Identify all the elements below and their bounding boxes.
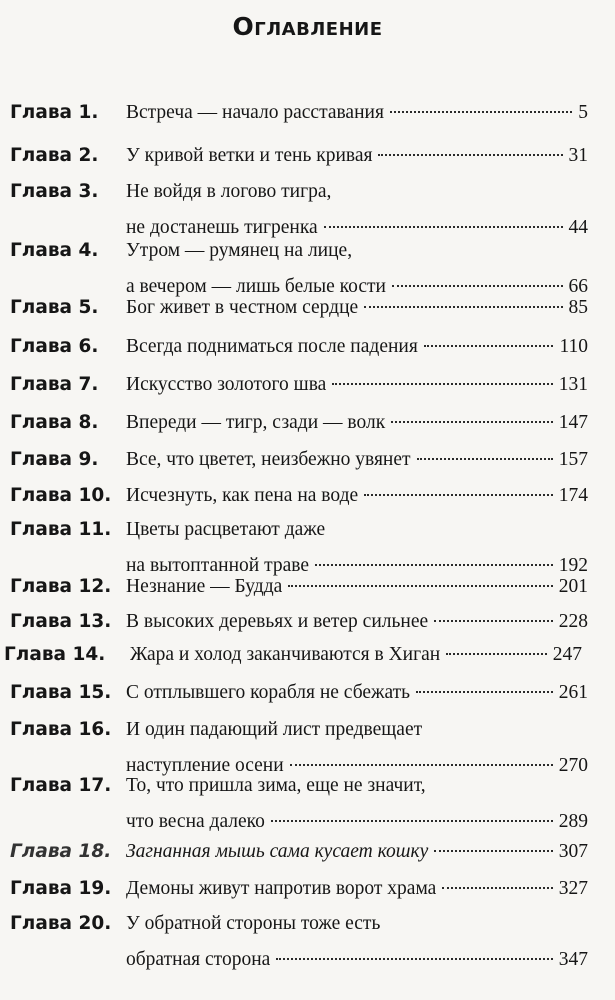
- page-number: 66: [568, 276, 588, 297]
- chapter-title-line: Не войдя в логово тигра,: [126, 181, 332, 202]
- dot-leader: [434, 616, 553, 622]
- chapter-title: [126, 834, 588, 870]
- chapter-number: Глава 9.: [10, 449, 99, 470]
- chapter-number: Глава 3.: [10, 181, 99, 202]
- chapter-title-line: Цветы расцветают даже: [126, 519, 326, 540]
- chapter-title-line: У обратной стороны тоже есть: [126, 913, 381, 934]
- toc-entry[interactable]: [10, 604, 588, 640]
- chapter-number: Глава 10.: [10, 485, 112, 506]
- dot-leader: [434, 846, 553, 852]
- chapter-number: Глава 11.: [10, 519, 112, 540]
- page-number: 289: [558, 811, 588, 832]
- toc-entry[interactable]: [10, 675, 588, 711]
- chapter-number: Глава 1.: [10, 102, 99, 123]
- toc-entry[interactable]: [10, 405, 588, 441]
- dot-leader: [391, 417, 553, 423]
- toc-entry[interactable]: [10, 95, 588, 131]
- chapter-title: [126, 768, 588, 840]
- toc-entry[interactable]: [10, 906, 588, 978]
- toc-entry[interactable]: [10, 871, 588, 907]
- page-number: 131: [558, 374, 588, 395]
- chapter-title-line: что весна далеко: [126, 811, 265, 832]
- dot-leader: [417, 454, 553, 460]
- chapter-title: [126, 95, 588, 131]
- chapter-title-line: Впереди — тигр, сзади — волк: [126, 412, 386, 433]
- chapter-title-line: а вечером — лишь белые кости: [126, 276, 386, 297]
- chapter-title-line: обратная сторона: [126, 949, 271, 970]
- chapter-number: Глава 5.: [10, 297, 99, 318]
- chapter-number: Глава 4.: [10, 240, 99, 261]
- chapter-title: [126, 675, 588, 711]
- chapter-title-line: Жара и холод заканчиваются в Хиган: [130, 644, 441, 665]
- chapter-title: [126, 604, 588, 640]
- chapter-number: Глава 2.: [10, 145, 99, 166]
- chapter-title-line: Все, что цветет, неизбежно увянет: [126, 449, 411, 470]
- page-number: 5: [578, 102, 588, 123]
- chapter-title: [126, 569, 588, 605]
- chapter-title: [130, 637, 582, 673]
- chapter-title: [126, 906, 588, 978]
- dot-leader: [364, 490, 553, 496]
- page-number: 270: [558, 755, 588, 776]
- chapter-title-line: Утром — румянец на лице,: [126, 240, 353, 261]
- dot-leader: [364, 302, 562, 308]
- toc-entry[interactable]: [10, 569, 588, 605]
- chapter-title-line: на вытоптанной траве: [126, 555, 309, 576]
- chapter-title-line: Искусство золотого шва: [126, 374, 327, 395]
- chapter-number: Глава 12.: [10, 576, 112, 597]
- dot-leader: [290, 760, 553, 766]
- chapter-title: [126, 290, 588, 326]
- dot-leader: [424, 341, 554, 347]
- page-number: 110: [559, 336, 588, 357]
- page-number: 228: [558, 611, 588, 632]
- chapter-number: Глава 20.: [10, 913, 112, 934]
- page-number: 261: [558, 682, 588, 703]
- toc-entry[interactable]: [10, 329, 588, 365]
- dot-leader: [324, 222, 563, 228]
- chapter-title-line: Всегда подниматься после падения: [126, 336, 418, 357]
- chapter-number: Глава 8.: [10, 412, 99, 433]
- page-number: 247: [552, 644, 582, 665]
- dot-leader: [446, 649, 547, 655]
- chapter-title-line: Незнание — Будда: [126, 576, 283, 597]
- chapter-title-line: И один падающий лист предвещает: [126, 719, 423, 740]
- dot-leader: [288, 581, 552, 587]
- page-number: 347: [558, 949, 588, 970]
- chapter-number: Глава 7.: [10, 374, 99, 395]
- chapter-title: [126, 405, 588, 441]
- dot-leader: [416, 687, 553, 693]
- dot-leader: [442, 883, 552, 889]
- chapter-title: [126, 478, 588, 514]
- chapter-title-line: Бог живет в честном сердце: [126, 297, 359, 318]
- page-number: 157: [558, 449, 588, 470]
- chapter-number: Глава 14.: [4, 644, 106, 665]
- chapter-title-line: Демоны живут напротив ворот храма: [126, 878, 437, 899]
- dot-leader: [315, 560, 553, 566]
- chapter-title-line: наступление осени: [126, 755, 284, 776]
- dot-leader: [392, 281, 563, 287]
- toc-entry[interactable]: [10, 290, 588, 326]
- page-number: 201: [558, 576, 588, 597]
- dot-leader: [390, 107, 572, 113]
- chapter-number: Глава 16.: [10, 719, 112, 740]
- chapter-title-line: С отплывшего корабля не сбежать: [126, 682, 411, 703]
- dot-leader: [276, 954, 552, 960]
- chapter-number: Глава 19.: [10, 878, 112, 899]
- chapter-title: [126, 138, 588, 174]
- page-number: 31: [568, 145, 588, 166]
- page-title: Оглавление: [232, 12, 383, 41]
- toc-entry[interactable]: [10, 768, 588, 840]
- dot-leader: [378, 150, 562, 156]
- dot-leader: [271, 816, 553, 822]
- chapter-title-line: То, что пришла зима, еще не значит,: [126, 775, 426, 796]
- page-number: 44: [568, 217, 588, 238]
- chapter-title: [126, 442, 588, 478]
- chapter-number: Глава 6.: [10, 336, 99, 357]
- toc-entry[interactable]: [4, 637, 582, 673]
- toc-entry[interactable]: [10, 367, 588, 403]
- page-number: 307: [558, 841, 588, 862]
- page-number: 85: [568, 297, 588, 318]
- chapter-title: [126, 367, 588, 403]
- page-number: 192: [558, 555, 588, 576]
- chapter-title-line: Встреча — начало расставания: [126, 102, 384, 123]
- toc-entry[interactable]: [10, 442, 588, 478]
- chapter-number: Глава 18.: [10, 841, 112, 862]
- page-number: 174: [558, 485, 588, 506]
- chapter-title-line: не достанешь тигренка: [126, 217, 318, 238]
- dot-leader: [332, 379, 552, 385]
- page-number: 327: [558, 878, 588, 899]
- chapter-title: [126, 329, 588, 365]
- toc-entry[interactable]: [10, 834, 588, 870]
- chapter-title-line: В высоких деревьях и ветер сильнее: [126, 611, 429, 632]
- chapter-title-line: Загнанная мышь сама кусает кошку: [126, 841, 429, 862]
- chapter-number: Глава 15.: [10, 682, 112, 703]
- chapter-title-line: У кривой ветки и тень кривая: [126, 145, 373, 166]
- chapter-title: [126, 871, 588, 907]
- toc-entry[interactable]: [10, 478, 588, 514]
- chapter-number: Глава 17.: [10, 775, 112, 796]
- chapter-title-line: Исчезнуть, как пена на воде: [126, 485, 359, 506]
- page-number: 147: [558, 412, 588, 433]
- toc-entry[interactable]: [10, 138, 588, 174]
- chapter-number: Глава 13.: [10, 611, 112, 632]
